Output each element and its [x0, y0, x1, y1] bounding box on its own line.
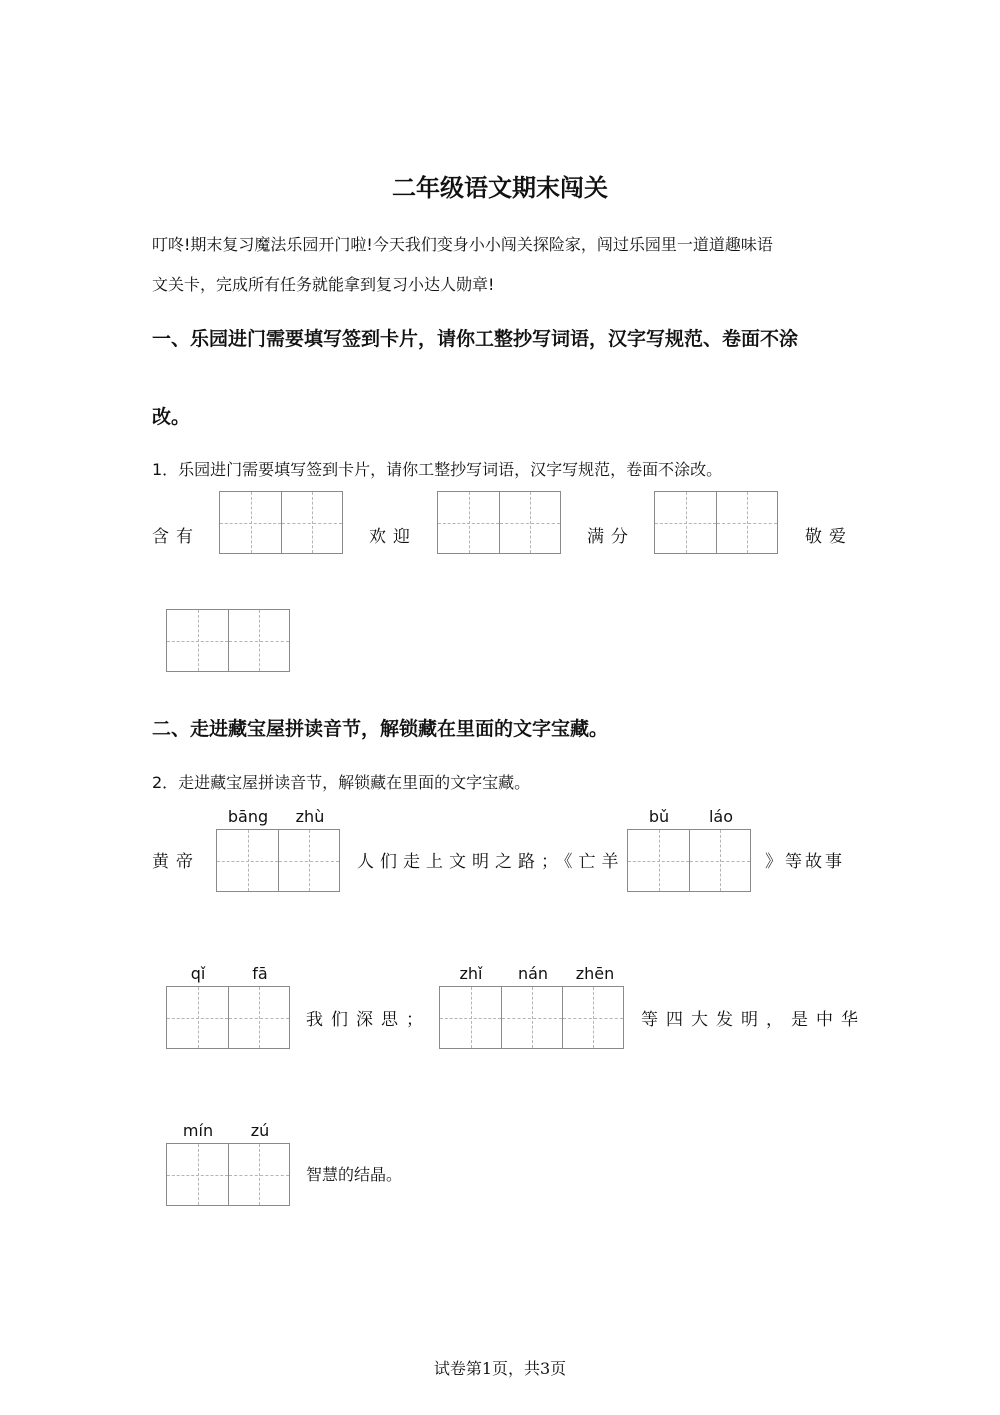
sentence-text: 人们走上文明之路；《亡羊: [357, 852, 625, 872]
grid-cell[interactable]: [716, 492, 777, 553]
pinyin-label: bǔ: [648, 807, 670, 826]
section-2-heading: 二、走进藏宝屋拼读音节，解锁藏在里面的文字宝藏。: [152, 718, 609, 740]
section-1-heading-cont: 改。: [152, 406, 191, 428]
pinyin-label: fā: [252, 964, 268, 983]
grid-cell[interactable]: [628, 830, 689, 891]
grid-cell[interactable]: [501, 987, 562, 1048]
sentence-text: 我们深思；: [306, 1010, 431, 1030]
pinyin-grid-4[interactable]: [439, 986, 624, 1049]
grid-cell[interactable]: [167, 987, 228, 1048]
grid-cell[interactable]: [655, 492, 716, 553]
pinyin-grid-3[interactable]: [166, 986, 290, 1049]
grid-cell[interactable]: [499, 492, 560, 553]
copy-word-4: 敬爱: [805, 527, 853, 547]
writing-grid-2[interactable]: [437, 491, 561, 554]
pinyin-label: zhēn: [575, 964, 615, 983]
pinyin-label: zú: [250, 1121, 270, 1140]
grid-cell[interactable]: [562, 987, 623, 1048]
copy-word-2: 欢迎: [369, 527, 417, 547]
sentence-text: 智慧的结晶。: [306, 1165, 403, 1184]
grid-cell[interactable]: [167, 1144, 228, 1205]
intro-line-2: 文关卡，完成所有任务就能拿到复习小达人勋章!: [152, 275, 495, 294]
pinyin-label: zhǐ: [459, 964, 483, 983]
grid-cell[interactable]: [228, 987, 289, 1048]
pinyin-label: zhù: [295, 807, 325, 826]
page-footer: 试卷第1页，共3页: [433, 1359, 567, 1378]
grid-cell[interactable]: [228, 610, 289, 671]
grid-cell[interactable]: [278, 830, 339, 891]
page-title: 二年级语文期末闯关: [392, 174, 608, 202]
intro-line-1: 叮咚!期末复习魔法乐园开门啦!今天我们变身小小闯关探险家，闯过乐园里一道道趣味语: [152, 235, 773, 254]
pinyin-label: qǐ: [190, 964, 206, 983]
grid-cell[interactable]: [217, 830, 278, 891]
grid-cell[interactable]: [440, 987, 501, 1048]
copy-word-1: 含有: [152, 527, 200, 547]
pinyin-grid-2[interactable]: [627, 829, 751, 892]
writing-grid-3[interactable]: [654, 491, 778, 554]
writing-grid-4[interactable]: [166, 609, 290, 672]
pinyin-label: mín: [182, 1121, 214, 1140]
grid-cell[interactable]: [281, 492, 342, 553]
grid-cell[interactable]: [689, 830, 750, 891]
pinyin-grid-1[interactable]: [216, 829, 340, 892]
question-1: 1．乐园进门需要填写签到卡片，请你工整抄写词语，汉字写规范，卷面不涂改。: [152, 460, 723, 479]
sentence-text: 等四大发明，是中华: [641, 1010, 866, 1030]
pinyin-label: bāng: [227, 807, 269, 826]
section-1-heading: 一、乐园进门需要填写签到卡片，请你工整抄写词语，汉字写规范、卷面不涂: [152, 328, 799, 350]
sentence-text: 黄帝: [152, 852, 200, 872]
grid-cell[interactable]: [228, 1144, 289, 1205]
question-2: 2．走进藏宝屋拼读音节，解锁藏在里面的文字宝藏。: [152, 773, 531, 792]
grid-cell[interactable]: [167, 610, 228, 671]
sentence-text: 》等故事: [765, 852, 845, 872]
pinyin-label: nán: [517, 964, 549, 983]
grid-cell[interactable]: [220, 492, 281, 553]
pinyin-grid-5[interactable]: [166, 1143, 290, 1206]
copy-word-3: 满分: [587, 527, 635, 547]
grid-cell[interactable]: [438, 492, 499, 553]
writing-grid-1[interactable]: [219, 491, 343, 554]
pinyin-label: láo: [708, 807, 734, 826]
